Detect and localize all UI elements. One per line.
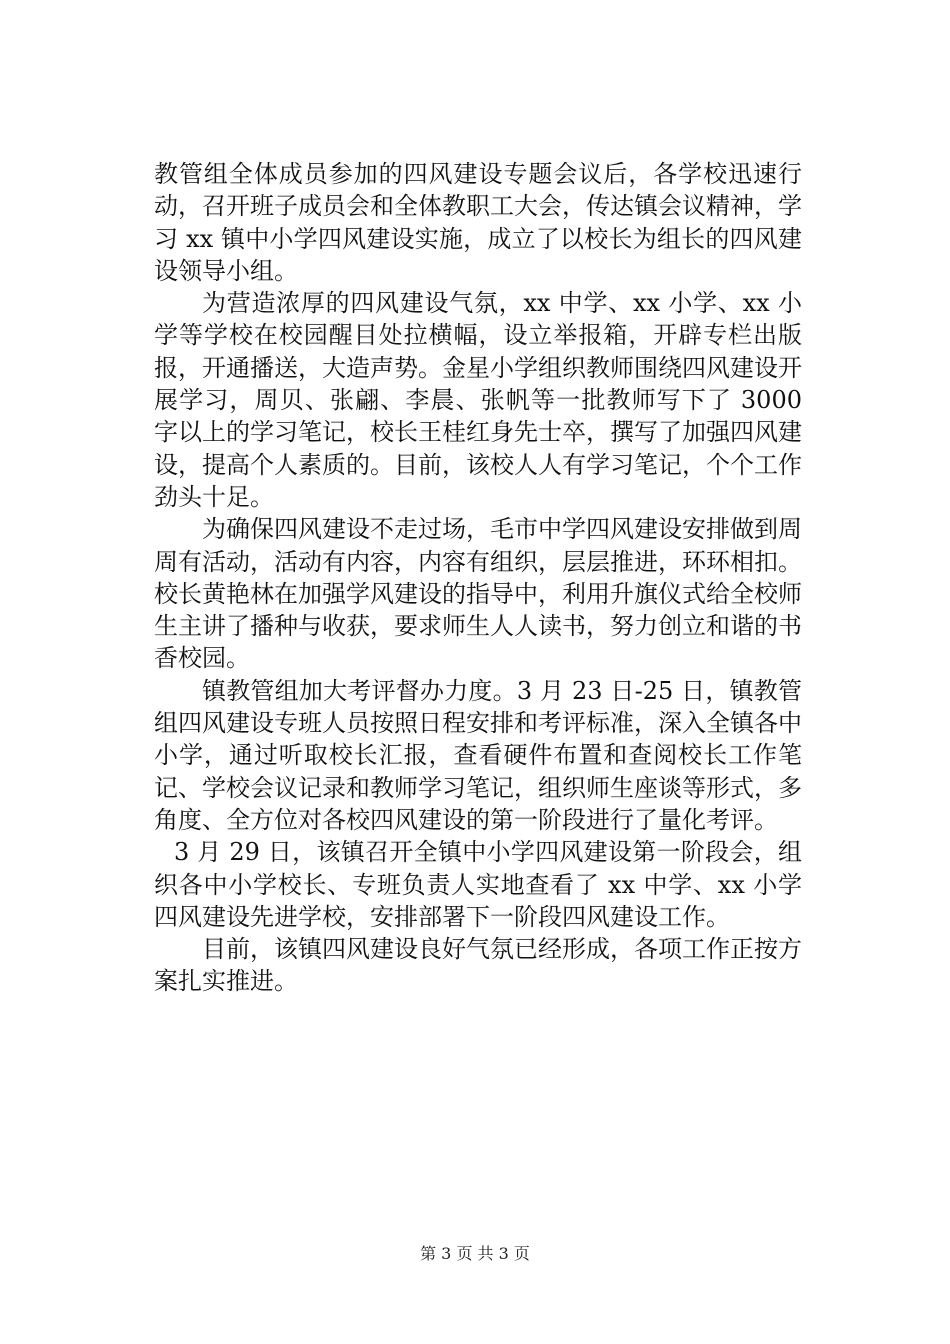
paragraph-meeting: 3 月 29 日，该镇召开全镇中小学四风建设第一阶段会，组织各中小学校长、专班负责人实地查看了 xx 中学、xx 小学四风建设先进学校，安排部署下一阶段四风建设工作。 <box>154 838 802 931</box>
document-body <box>154 158 802 998</box>
paragraph-maoshi-school: 为确保四风建设不走过场，毛市中学四风建设安排做到周周有活动，活动有内容，内容有组织，层层推进，环环相扣。校长黄艳林在加强学风建设的指导中，利用升旗仪式给全校师生主讲了播种与收获，要求师生人人读书，努力创立和谐的书香校园。 <box>154 515 802 673</box>
paragraph-evaluation: 镇教管组加大考评督办力度。3 月 23 日-25 日，镇教管组四风建设专班人员按照日程安排和考评标准，深入全镇各中小学，通过听取校长汇报，查看硬件布置和查阅校长工作笔记、学校会议记录和教师学习笔记，组织师生座谈等形式，多角度、全方位对各校四风建设的第一阶段进行了量化考评。 <box>154 676 802 834</box>
page-footer: 第 3 页 共 3 页 <box>420 1244 530 1263</box>
paragraph-conclusion: 目前，该镇四风建设良好气氛已经形成，各项工作正按方案扎实推进。 <box>154 935 802 996</box>
paragraph-atmosphere: 为营造浓厚的四风建设气氛，xx 中学、xx 小学、xx 小学等学校在校园醒目处拉横幅，设立举报箱，开辟专栏出版报，开通播送，大造声势。金星小学组织教师围绕四风建设开展学习，周贝、张翩、李晨、张帆等一批教师写下了 3000 字以上的学习笔记，校长王桂红身先士卒，撰写了加强四风建设，提高个人素质的。目前，该校人人有学习笔记，个个工作劲头十足。 <box>154 289 802 511</box>
paragraph-continuation: 教管组全体成员参加的四风建设专题会议后，各学校迅速行动，召开班子成员会和全体教职工大会，传达镇会议精神，学习 xx 镇中小学四风建设实施，成立了以校长为组长的四风建设领导小组。 <box>154 160 802 285</box>
